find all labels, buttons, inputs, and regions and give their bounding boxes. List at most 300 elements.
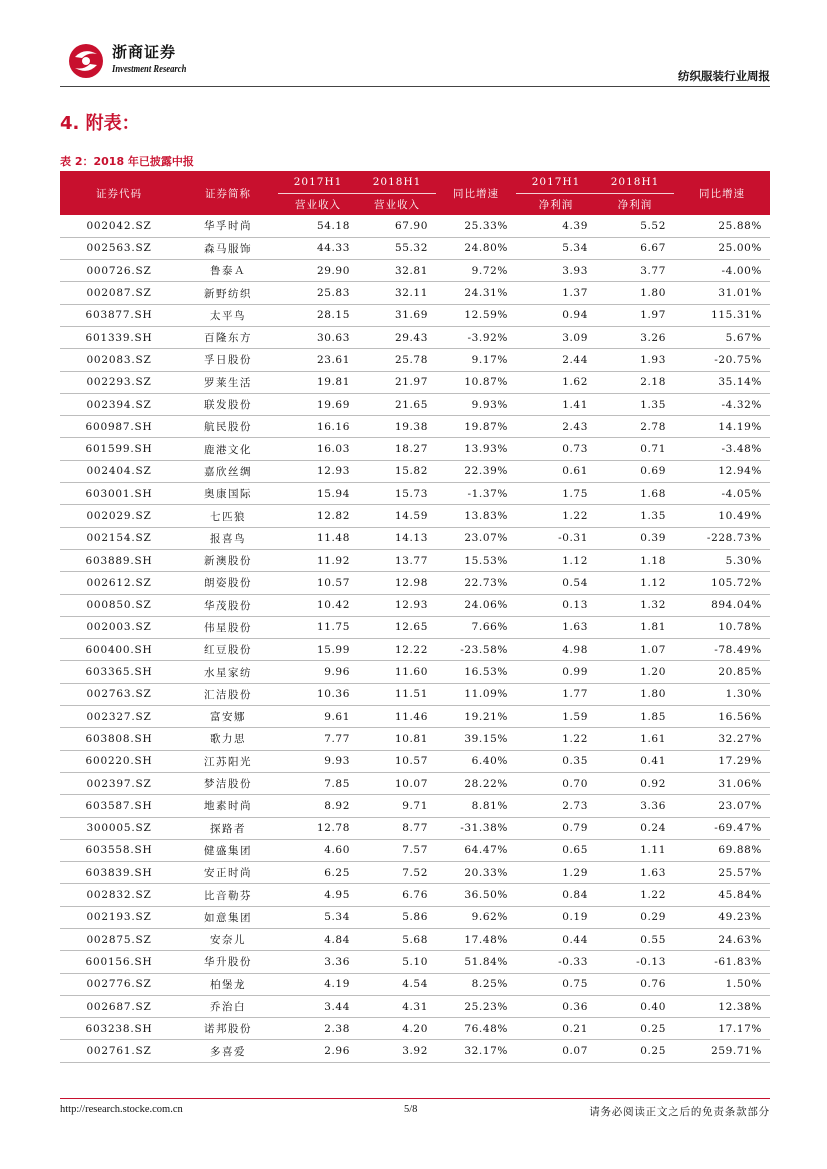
cell-np-2017h1: 0.07 (516, 1040, 596, 1062)
header-np17-year: 2017H1 (516, 171, 596, 193)
cell-np-2018h1: 0.24 (596, 817, 674, 839)
cell-np-2018h1: 1.81 (596, 616, 674, 638)
cell-np-2017h1: 0.54 (516, 572, 596, 594)
table-row (60, 616, 770, 638)
cell-np-2017h1: 1.37 (516, 282, 596, 304)
cell-np-2017h1: 0.35 (516, 750, 596, 772)
cell-rev-yoy: 25.23% (436, 995, 516, 1017)
cell-name: 奥康国际 (178, 483, 278, 505)
cell-rev-2017h1: 54.18 (278, 215, 358, 237)
table-row (60, 505, 770, 527)
cell-np-2017h1: 0.99 (516, 661, 596, 683)
cell-rev-2017h1: 29.90 (278, 260, 358, 282)
cell-np-yoy: 35.14% (674, 371, 770, 393)
cell-np-yoy: 45.84% (674, 884, 770, 906)
cell-name: 朗姿股份 (178, 572, 278, 594)
cell-name: 嘉欣丝绸 (178, 460, 278, 482)
cell-rev-2018h1: 13.77 (358, 549, 436, 571)
cell-rev-yoy: -31.38% (436, 817, 516, 839)
cell-code: 002003.SZ (60, 616, 178, 638)
cell-code: 603808.SH (60, 728, 178, 750)
table-row (60, 260, 770, 282)
cell-code: 600987.SH (60, 416, 178, 438)
cell-rev-2017h1: 9.93 (278, 750, 358, 772)
cell-np-2018h1: 2.18 (596, 371, 674, 393)
cell-name: 七匹狼 (178, 505, 278, 527)
table-row (60, 1018, 770, 1040)
cell-np-2017h1: 0.19 (516, 906, 596, 928)
cell-code: 000726.SZ (60, 260, 178, 282)
cell-rev-yoy: 24.80% (436, 237, 516, 259)
table-row (60, 393, 770, 415)
footer-url-link[interactable]: http://research.stocke.com.cn (60, 1104, 183, 1115)
cell-np-yoy: 31.06% (674, 772, 770, 794)
cell-np-2017h1: 1.22 (516, 505, 596, 527)
header-code: 证券代码 (60, 171, 178, 215)
header-rev18-label: 营业收入 (358, 193, 436, 215)
cell-name: 华茂股份 (178, 594, 278, 616)
cell-name: 梦洁股份 (178, 772, 278, 794)
cell-code: 002087.SZ (60, 282, 178, 304)
cell-np-yoy: -4.00% (674, 260, 770, 282)
table-row (60, 706, 770, 728)
table-caption: 表 2：2018 年已披露中报 (60, 155, 194, 168)
cell-rev-2017h1: 10.57 (278, 572, 358, 594)
cell-rev-2018h1: 4.54 (358, 973, 436, 995)
cell-np-yoy: 105.72% (674, 572, 770, 594)
cell-np-2018h1: 0.40 (596, 995, 674, 1017)
cell-np-yoy: 5.67% (674, 326, 770, 348)
cell-np-yoy: 12.38% (674, 995, 770, 1017)
page-header (60, 36, 770, 86)
table-row (60, 772, 770, 794)
cell-name: 太平鸟 (178, 304, 278, 326)
cell-np-2017h1: 3.09 (516, 326, 596, 348)
cell-np-yoy: -20.75% (674, 349, 770, 371)
cell-np-2018h1: 1.35 (596, 393, 674, 415)
cell-code: 603587.SH (60, 795, 178, 817)
cell-code: 002327.SZ (60, 706, 178, 728)
cell-rev-2017h1: 5.34 (278, 906, 358, 928)
cell-rev-yoy: 16.53% (436, 661, 516, 683)
brand-logo-icon (66, 42, 106, 80)
cell-np-2017h1: 1.62 (516, 371, 596, 393)
cell-rev-2017h1: 16.16 (278, 416, 358, 438)
cell-code: 002563.SZ (60, 237, 178, 259)
table-row (60, 951, 770, 973)
cell-np-2017h1: -0.33 (516, 951, 596, 973)
cell-np-2018h1: 1.18 (596, 549, 674, 571)
cell-rev-2018h1: 5.68 (358, 929, 436, 951)
earnings-table (60, 171, 770, 1063)
cell-rev-yoy: 22.39% (436, 460, 516, 482)
header-rev17-year: 2017H1 (278, 171, 358, 193)
cell-rev-yoy: 32.17% (436, 1040, 516, 1062)
cell-name: 探路者 (178, 817, 278, 839)
table-row (60, 483, 770, 505)
cell-np-2017h1: 0.21 (516, 1018, 596, 1040)
cell-np-yoy: -4.05% (674, 483, 770, 505)
cell-np-2018h1: 1.68 (596, 483, 674, 505)
cell-rev-2018h1: 29.43 (358, 326, 436, 348)
cell-rev-yoy: -1.37% (436, 483, 516, 505)
cell-np-2017h1: 4.39 (516, 215, 596, 237)
cell-np-2018h1: 6.67 (596, 237, 674, 259)
cell-rev-2017h1: 44.33 (278, 237, 358, 259)
cell-rev-2018h1: 18.27 (358, 438, 436, 460)
cell-np-2018h1: 1.61 (596, 728, 674, 750)
cell-np-yoy: 17.29% (674, 750, 770, 772)
cell-np-2017h1: 0.13 (516, 594, 596, 616)
cell-np-yoy: 16.56% (674, 706, 770, 728)
cell-np-yoy: -69.47% (674, 817, 770, 839)
cell-rev-2018h1: 19.38 (358, 416, 436, 438)
cell-rev-2018h1: 15.73 (358, 483, 436, 505)
cell-name: 百隆东方 (178, 326, 278, 348)
table-row (60, 884, 770, 906)
brand-name-en: Investment Research (112, 64, 187, 75)
cell-rev-2018h1: 14.13 (358, 527, 436, 549)
cell-rev-yoy: 19.21% (436, 706, 516, 728)
cell-rev-2018h1: 32.11 (358, 282, 436, 304)
cell-rev-2018h1: 21.97 (358, 371, 436, 393)
cell-rev-2018h1: 3.92 (358, 1040, 436, 1062)
cell-np-2018h1: 0.76 (596, 973, 674, 995)
cell-rev-2018h1: 10.81 (358, 728, 436, 750)
table-row (60, 862, 770, 884)
cell-code: 300005.SZ (60, 817, 178, 839)
cell-rev-yoy: 7.66% (436, 616, 516, 638)
cell-name: 比音勒芬 (178, 884, 278, 906)
cell-rev-yoy: 25.33% (436, 215, 516, 237)
table-row (60, 371, 770, 393)
cell-rev-yoy: 6.40% (436, 750, 516, 772)
cell-name: 红豆股份 (178, 639, 278, 661)
cell-code: 002763.SZ (60, 683, 178, 705)
cell-np-2017h1: 1.41 (516, 393, 596, 415)
cell-rev-2018h1: 4.20 (358, 1018, 436, 1040)
cell-rev-2017h1: 6.25 (278, 862, 358, 884)
cell-rev-yoy: 51.84% (436, 951, 516, 973)
cell-rev-yoy: 20.33% (436, 862, 516, 884)
cell-name: 健盛集团 (178, 839, 278, 861)
cell-np-2018h1: 0.69 (596, 460, 674, 482)
header-np18-year: 2018H1 (596, 171, 674, 193)
cell-name: 如意集团 (178, 906, 278, 928)
cell-name: 罗莱生活 (178, 371, 278, 393)
cell-code: 603365.SH (60, 661, 178, 683)
table-row (60, 438, 770, 460)
cell-np-yoy: 17.17% (674, 1018, 770, 1040)
cell-rev-2017h1: 19.81 (278, 371, 358, 393)
cell-np-2018h1: 1.97 (596, 304, 674, 326)
cell-np-2017h1: 5.34 (516, 237, 596, 259)
cell-np-yoy: -61.83% (674, 951, 770, 973)
cell-np-2018h1: 1.63 (596, 862, 674, 884)
cell-name: 伟星股份 (178, 616, 278, 638)
cell-rev-yoy: 10.87% (436, 371, 516, 393)
cell-np-2018h1: 1.11 (596, 839, 674, 861)
cell-rev-2018h1: 12.65 (358, 616, 436, 638)
cell-rev-2018h1: 7.52 (358, 862, 436, 884)
cell-rev-2017h1: 9.96 (278, 661, 358, 683)
cell-rev-yoy: 24.31% (436, 282, 516, 304)
table-row (60, 817, 770, 839)
cell-rev-2018h1: 11.51 (358, 683, 436, 705)
cell-rev-2018h1: 14.59 (358, 505, 436, 527)
cell-rev-2017h1: 15.99 (278, 639, 358, 661)
cell-rev-2017h1: 23.61 (278, 349, 358, 371)
cell-np-yoy: 5.30% (674, 549, 770, 571)
cell-np-2018h1: 0.29 (596, 906, 674, 928)
cell-name: 新澳股份 (178, 549, 278, 571)
table-row (60, 728, 770, 750)
cell-rev-yoy: 39.15% (436, 728, 516, 750)
cell-np-yoy: 24.63% (674, 929, 770, 951)
cell-rev-yoy: 19.87% (436, 416, 516, 438)
cell-np-2017h1: 3.93 (516, 260, 596, 282)
cell-code: 002029.SZ (60, 505, 178, 527)
cell-rev-2017h1: 9.61 (278, 706, 358, 728)
cell-np-2018h1: 3.77 (596, 260, 674, 282)
cell-np-2018h1: 3.26 (596, 326, 674, 348)
cell-np-2017h1: 2.73 (516, 795, 596, 817)
cell-np-2017h1: 1.12 (516, 549, 596, 571)
cell-rev-2017h1: 15.94 (278, 483, 358, 505)
footer-divider (60, 1098, 770, 1099)
cell-rev-yoy: 76.48% (436, 1018, 516, 1040)
cell-np-yoy: 10.49% (674, 505, 770, 527)
cell-np-yoy: 69.88% (674, 839, 770, 861)
cell-name: 鹿港文化 (178, 438, 278, 460)
cell-np-2018h1: 1.32 (596, 594, 674, 616)
cell-rev-yoy: 22.73% (436, 572, 516, 594)
cell-np-2017h1: 1.29 (516, 862, 596, 884)
cell-rev-yoy: 9.62% (436, 906, 516, 928)
cell-name: 多喜爱 (178, 1040, 278, 1062)
cell-name: 鲁泰Ａ (178, 260, 278, 282)
cell-rev-2018h1: 11.46 (358, 706, 436, 728)
table-row (60, 683, 770, 705)
cell-code: 603238.SH (60, 1018, 178, 1040)
table-row (60, 1040, 770, 1062)
cell-np-2017h1: 1.22 (516, 728, 596, 750)
cell-rev-yoy: 24.06% (436, 594, 516, 616)
table-row (60, 839, 770, 861)
cell-np-yoy: 25.88% (674, 215, 770, 237)
cell-np-yoy: -4.32% (674, 393, 770, 415)
cell-rev-2017h1: 25.83 (278, 282, 358, 304)
cell-rev-2018h1: 31.69 (358, 304, 436, 326)
cell-rev-yoy: 9.72% (436, 260, 516, 282)
cell-np-2017h1: 0.75 (516, 973, 596, 995)
table-row (60, 215, 770, 237)
cell-rev-2018h1: 32.81 (358, 260, 436, 282)
header-rev17-label: 营业收入 (278, 193, 358, 215)
table-row (60, 973, 770, 995)
cell-rev-2018h1: 10.57 (358, 750, 436, 772)
cell-rev-2017h1: 28.15 (278, 304, 358, 326)
table-header-row (60, 171, 770, 193)
header-np-yoy: 同比增速 (674, 171, 770, 215)
cell-np-yoy: 49.23% (674, 906, 770, 928)
table-row (60, 594, 770, 616)
cell-name: 华升股份 (178, 951, 278, 973)
cell-rev-yoy: 8.81% (436, 795, 516, 817)
cell-code: 002612.SZ (60, 572, 178, 594)
header-divider (60, 86, 770, 87)
cell-np-2017h1: 1.59 (516, 706, 596, 728)
cell-np-yoy: 25.00% (674, 237, 770, 259)
cell-rev-2017h1: 12.78 (278, 817, 358, 839)
cell-rev-2017h1: 30.63 (278, 326, 358, 348)
cell-np-2017h1: 0.79 (516, 817, 596, 839)
cell-code: 603877.SH (60, 304, 178, 326)
cell-rev-yoy: 17.48% (436, 929, 516, 951)
cell-rev-2017h1: 16.03 (278, 438, 358, 460)
cell-np-2018h1: 1.85 (596, 706, 674, 728)
cell-code: 002083.SZ (60, 349, 178, 371)
cell-np-2017h1: 1.75 (516, 483, 596, 505)
cell-rev-yoy: 11.09% (436, 683, 516, 705)
cell-np-2018h1: 0.39 (596, 527, 674, 549)
report-type: 纺织服装行业周报 (678, 69, 770, 83)
cell-code: 002776.SZ (60, 973, 178, 995)
cell-rev-2018h1: 67.90 (358, 215, 436, 237)
cell-np-2018h1: 2.78 (596, 416, 674, 438)
cell-code: 002875.SZ (60, 929, 178, 951)
cell-name: 森马服饰 (178, 237, 278, 259)
cell-np-yoy: 12.94% (674, 460, 770, 482)
cell-np-2017h1: 0.65 (516, 839, 596, 861)
header-name: 证券简称 (178, 171, 278, 215)
cell-code: 603889.SH (60, 549, 178, 571)
cell-code: 603001.SH (60, 483, 178, 505)
table-row (60, 282, 770, 304)
cell-rev-yoy: -23.58% (436, 639, 516, 661)
cell-rev-yoy: 13.83% (436, 505, 516, 527)
cell-np-2017h1: 1.63 (516, 616, 596, 638)
cell-rev-yoy: 15.53% (436, 549, 516, 571)
cell-rev-2018h1: 55.32 (358, 237, 436, 259)
cell-rev-2018h1: 15.82 (358, 460, 436, 482)
cell-np-2017h1: 0.94 (516, 304, 596, 326)
cell-rev-2018h1: 12.22 (358, 639, 436, 661)
cell-rev-2017h1: 10.36 (278, 683, 358, 705)
cell-name: 联发股份 (178, 393, 278, 415)
cell-np-2018h1: 1.93 (596, 349, 674, 371)
cell-code: 600400.SH (60, 639, 178, 661)
table-row (60, 795, 770, 817)
cell-code: 002394.SZ (60, 393, 178, 415)
cell-name: 汇洁股份 (178, 683, 278, 705)
table-row (60, 549, 770, 571)
cell-name: 安奈儿 (178, 929, 278, 951)
cell-code: 600220.SH (60, 750, 178, 772)
cell-np-2017h1: 0.84 (516, 884, 596, 906)
table-row (60, 639, 770, 661)
cell-rev-2017h1: 4.60 (278, 839, 358, 861)
cell-name: 诺邦股份 (178, 1018, 278, 1040)
cell-name: 水星家纺 (178, 661, 278, 683)
cell-rev-2018h1: 9.71 (358, 795, 436, 817)
cell-name: 地素时尚 (178, 795, 278, 817)
header-rev18-year: 2018H1 (358, 171, 436, 193)
cell-np-2017h1: 0.61 (516, 460, 596, 482)
cell-np-2017h1: 0.36 (516, 995, 596, 1017)
cell-name: 新野纺织 (178, 282, 278, 304)
cell-rev-2017h1: 12.82 (278, 505, 358, 527)
cell-rev-yoy: 28.22% (436, 772, 516, 794)
table-row (60, 661, 770, 683)
cell-name: 报喜鸟 (178, 527, 278, 549)
cell-name: 华孚时尚 (178, 215, 278, 237)
cell-np-2018h1: 3.36 (596, 795, 674, 817)
cell-np-2018h1: 0.71 (596, 438, 674, 460)
cell-rev-2017h1: 2.96 (278, 1040, 358, 1062)
cell-code: 002397.SZ (60, 772, 178, 794)
cell-np-yoy: 115.31% (674, 304, 770, 326)
cell-code: 002293.SZ (60, 371, 178, 393)
cell-np-yoy: 10.78% (674, 616, 770, 638)
cell-name: 航民股份 (178, 416, 278, 438)
cell-rev-2018h1: 7.57 (358, 839, 436, 861)
cell-rev-2018h1: 25.78 (358, 349, 436, 371)
cell-code: 601339.SH (60, 326, 178, 348)
cell-code: 603839.SH (60, 862, 178, 884)
cell-np-2018h1: 0.55 (596, 929, 674, 951)
cell-np-2017h1: 0.70 (516, 772, 596, 794)
cell-rev-2017h1: 4.84 (278, 929, 358, 951)
cell-code: 002042.SZ (60, 215, 178, 237)
cell-rev-2018h1: 6.76 (358, 884, 436, 906)
table-row (60, 326, 770, 348)
cell-np-yoy: 32.27% (674, 728, 770, 750)
table-row (60, 304, 770, 326)
cell-rev-yoy: 8.25% (436, 973, 516, 995)
header-np17-label: 净利润 (516, 193, 596, 215)
cell-name: 安正时尚 (178, 862, 278, 884)
cell-name: 乔治白 (178, 995, 278, 1017)
cell-np-yoy: 259.71% (674, 1040, 770, 1062)
cell-rev-yoy: 12.59% (436, 304, 516, 326)
cell-code: 002404.SZ (60, 460, 178, 482)
cell-rev-2017h1: 19.69 (278, 393, 358, 415)
cell-np-2018h1: 1.12 (596, 572, 674, 594)
cell-code: 002687.SZ (60, 995, 178, 1017)
cell-np-2017h1: 4.98 (516, 639, 596, 661)
table-row (60, 906, 770, 928)
cell-np-yoy: 20.85% (674, 661, 770, 683)
cell-np-yoy: 14.19% (674, 416, 770, 438)
table-row (60, 572, 770, 594)
header-rev-yoy: 同比增速 (436, 171, 516, 215)
cell-rev-yoy: 9.17% (436, 349, 516, 371)
cell-rev-2017h1: 11.48 (278, 527, 358, 549)
cell-rev-2017h1: 7.77 (278, 728, 358, 750)
cell-np-yoy: 894.04% (674, 594, 770, 616)
cell-rev-2018h1: 8.77 (358, 817, 436, 839)
cell-np-2018h1: 1.80 (596, 282, 674, 304)
cell-rev-2018h1: 5.10 (358, 951, 436, 973)
cell-rev-2017h1: 2.38 (278, 1018, 358, 1040)
cell-np-yoy: -228.73% (674, 527, 770, 549)
cell-rev-2017h1: 4.19 (278, 973, 358, 995)
cell-code: 000850.SZ (60, 594, 178, 616)
section-title: 4. 附表： (60, 113, 140, 134)
header-np18-label: 净利润 (596, 193, 674, 215)
footer-disclaimer: 请务必阅读正文之后的免责条款部分 (589, 1106, 770, 1118)
